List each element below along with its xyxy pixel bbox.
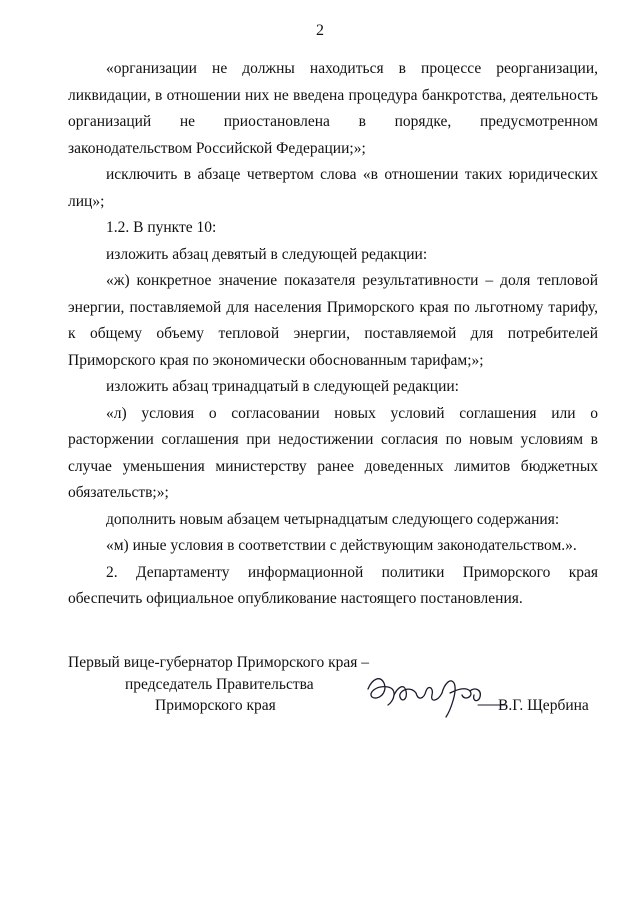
paragraph-amend-ninth: изложить абзац девятый в следующей редакции:: [106, 245, 428, 263]
signatory-position-line-3: Приморского края: [155, 697, 276, 714]
paragraph-item-l: «л) условия о согласовании новых условий соглашения или о расторжении соглашения при недостижении согласия по новым условиям в случае уменьшения министерству ранее доведенных лимитов бюджетных обязательств;»;: [68, 404, 598, 501]
paragraph-item-zh: «ж) конкретное значение показателя результативности – доля тепловой энергии, поставляемой для населения Приморского края по льготному тарифу, к общему объему тепловой энергии, поставляемой для потребителей Приморского края по экономически обоснованным тарифам;»;: [68, 272, 598, 369]
signature-block: [68, 653, 608, 733]
handwritten-signature: [358, 667, 508, 721]
paragraph-add-fourteenth: дополнить новым абзацем четырнадцатым следующего содержания:: [106, 510, 560, 528]
paragraph-amend-thirteenth: изложить абзац тринадцатый в следующей редакции:: [106, 378, 459, 395]
page-number: 2: [316, 22, 324, 39]
paragraph-exclude-words: исключить в абзаце четвертом слова «в отношении таких юридических лиц»;: [68, 166, 598, 210]
paragraph-item-m: «м) иные условия в соответствии с действующим законодательством.».: [106, 537, 577, 554]
paragraph-publication: 2. Департаменту информационной политики Приморского края обеспечить официальное опубликование настоящего постановления.: [68, 563, 598, 607]
document-body: [68, 56, 598, 613]
paragraph-requirements: «организации не должны находиться в процессе реорганизации, ликвидации, в отношении них не введена процедура банкротства, деятельность организаций не приостановлена в порядке, предусмотренном законодательством Российской Федерации;»;: [68, 60, 598, 157]
signatory-name: В.Г. Щербина: [498, 697, 589, 714]
signatory-position-line-2: председатель Правительства: [125, 676, 314, 693]
paragraph-item-1-2: 1.2. В пункте 10:: [106, 219, 217, 236]
signatory-position-line-1: Первый вице-губернатор Приморского края –: [68, 654, 370, 671]
